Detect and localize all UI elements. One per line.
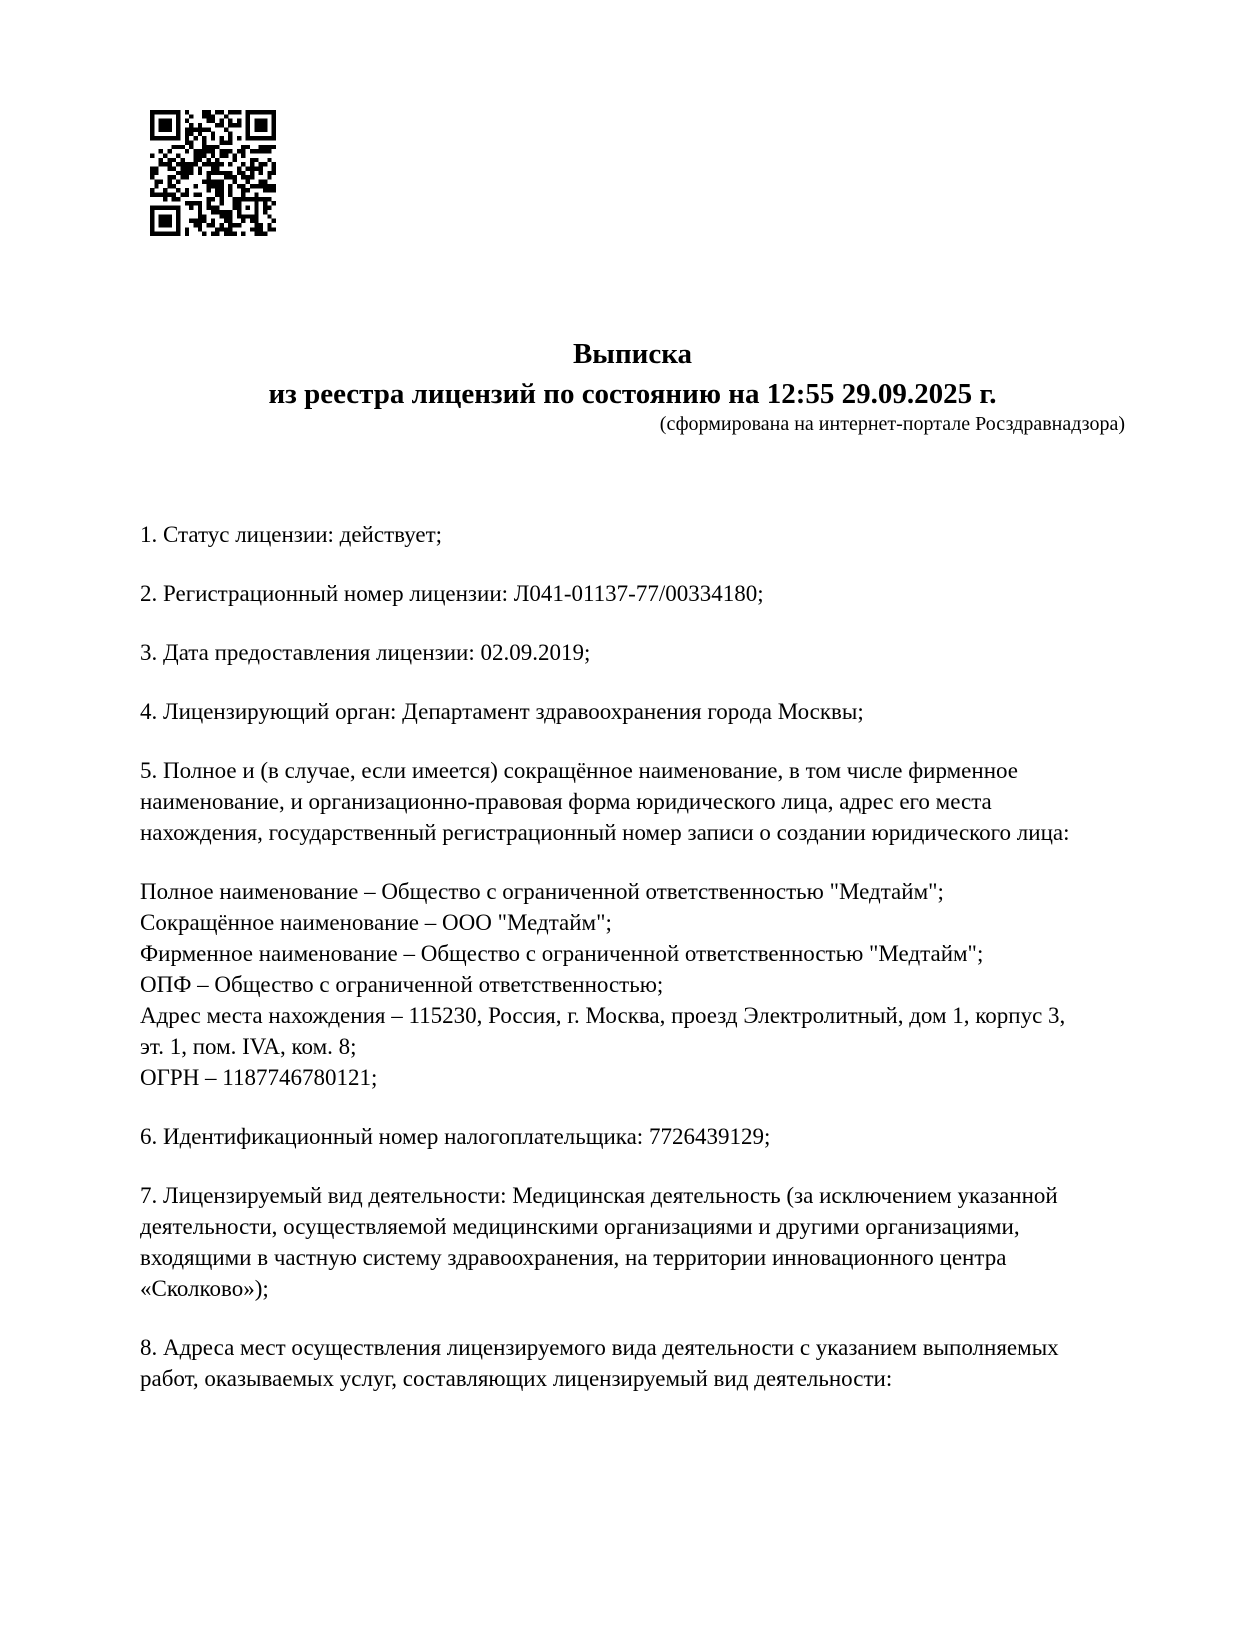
paragraph-grant-date: 3. Дата предоставления лицензии: 02.09.2019;	[140, 640, 591, 665]
paragraph-activity-type: 7. Лицензируемый вид деятельности: Медицинская деятельность (за исключением указанной деятельности, осуществляемой медицинскими организациями и другими организациями, входящими в частную систему здравоохранения, на территории инновационного центра «Сколково»);	[140, 1183, 1058, 1301]
paragraph-name-section-heading: 5. Полное и (в случае, если имеется) сокращённое наименование, в том числе фирменное наименование, и организационно-правовая форма юридического лица, адрес его места нахождения, государственный регистрационный номер записи о создании юридического лица:	[140, 758, 1070, 845]
paragraph-licensing-authority: 4. Лицензирующий орган: Департамент здравоохранения города Москвы;	[140, 699, 864, 724]
paragraph-license-status: 1. Статус лицензии: действует;	[140, 522, 443, 547]
document-body	[140, 519, 1140, 1422]
qr-code-image	[150, 110, 276, 236]
paragraph-taxpayer-number: 6. Идентификационный номер налогоплательщика: 7726439129;	[140, 1124, 771, 1149]
paragraph-addresses-heading: 8. Адреса мест осуществления лицензируемого вида деятельности с указанием выполняемых работ, оказываемых услуг, составляющих лицензируемый вид деятельности:	[140, 1335, 1059, 1391]
document-title-line1: Выписка	[572, 338, 693, 370]
document-title	[140, 334, 1125, 414]
paragraph-registration-number: 2. Регистрационный номер лицензии: Л041-01137-77/00334180;	[140, 581, 764, 606]
paragraph-company-details: Полное наименование – Общество с ограниченной ответственностью "Медтайм"; Сокращённое наименование – ООО "Медтайм"; Фирменное наименование – Общество с ограниченной ответственностью "Медтайм"; ОПФ – Общество с ограниченной ответственностью; Адрес места нахождения – 115230, Россия, г. Москва, проезд Электролитный, дом 1, корпус 3, эт. 1, пом. IVA, ком. 8; ОГРН – 1187746780121;	[140, 879, 1066, 1090]
document-subtitle: (сформирована на интернет-портале Росздравнадзора)	[659, 413, 1125, 435]
document-title-line2: из реестра лицензий по состоянию на 12:55 29.09.2025 г.	[268, 378, 997, 410]
